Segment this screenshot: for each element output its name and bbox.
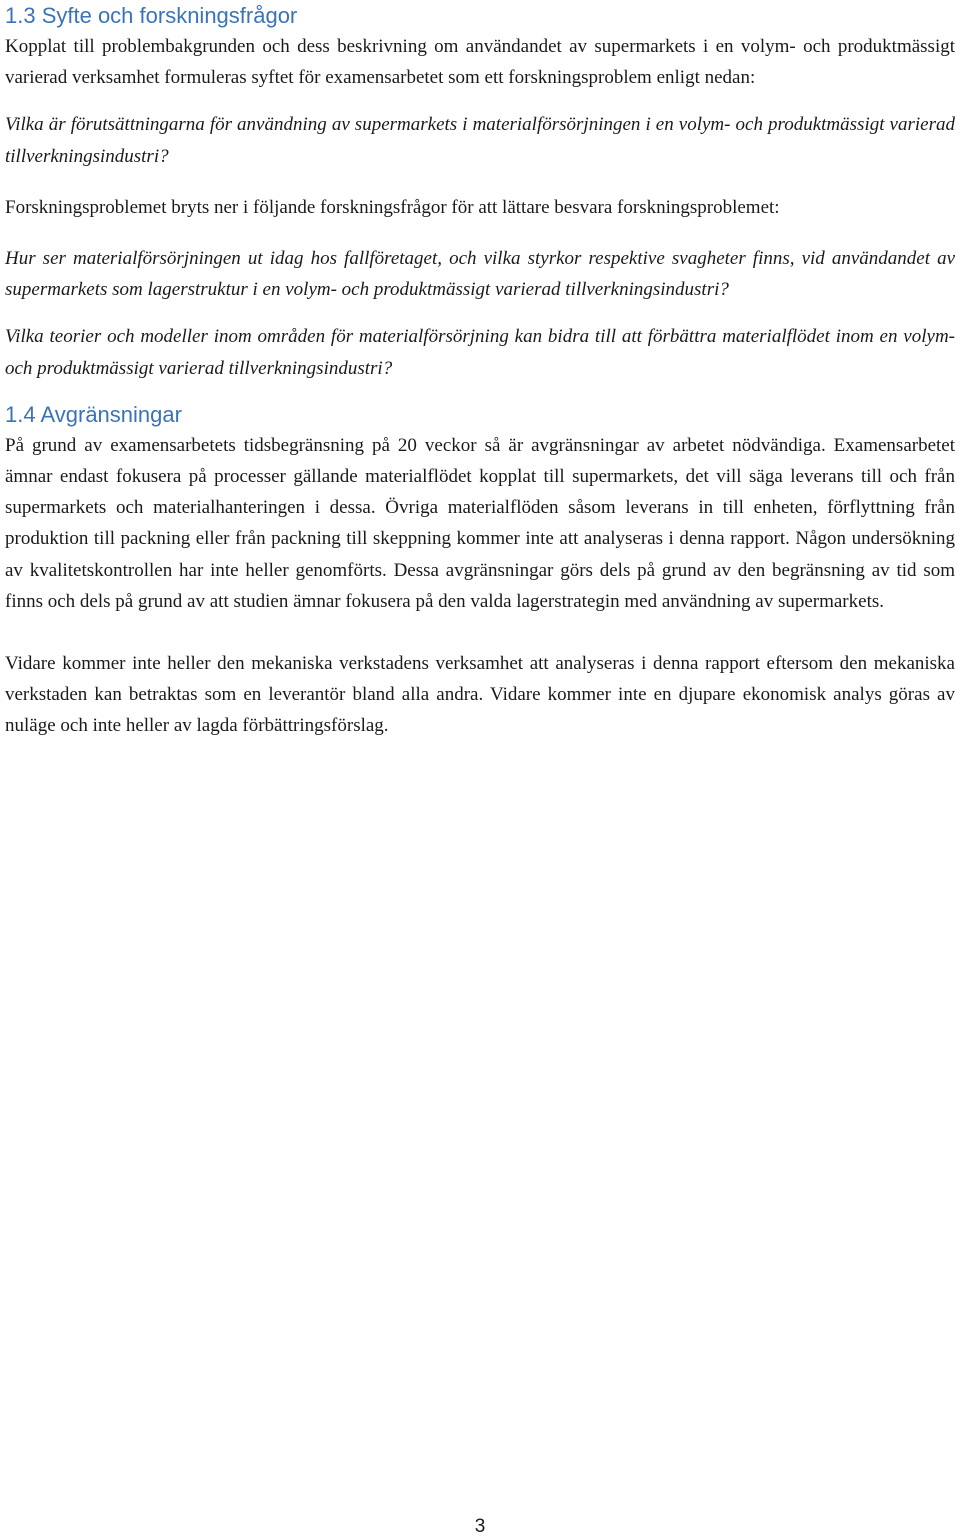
limitations-paragraph-1: På grund av examensarbetets tidsbegränsning på 20 veckor så är avgränsningar av arbetet nödvändiga. Examensarbetet ämnar endast fokusera på processer gällande materialflödet kopplat till supermarkets, det vill säga leverans till och från supermarkets och materialhanteringen i dessa. Övriga materialflöden såsom leverans in till enheten, förflyttning från produktion till packning eller från packning till skeppning kommer inte att analyseras i denna rapport. Någon undersökning av kvalitetskontrollen har inte heller genomförts. Dessa avgränsningar görs dels på grund av den begränsning av tid som finns och dels på grund av att studien ämnar fokusera på den valda lagerstrategin med användning av supermarkets. [5,434,955,612]
limitations-paragraph-2: Vidare kommer inte heller den mekaniska verkstadens verksamhet att analyseras i denna rapport eftersom den mekaniska verkstaden kan betraktas som en leverantör bland alla andra. Vidare kommer inte en djupare ekonomisk analys göras av nuläge och inte heller av lagda förbättringsförslag. [5,653,955,737]
intro-paragraph: Kopplat till problembakgrunden och dess beskrivning om användandet av supermarkets i en volym- och produktmässigt varierad verksamhet formuleras syftet för examensarbetet som ett forskningsproblem enligt nedan: [5,36,955,89]
section-heading-1-4: 1.4 Avgränsningar [5,401,182,427]
page-number: 3 [474,1516,486,1537]
breakdown-paragraph: Forskningsproblemet bryts ner i följande forskningsfrågor för att lättare besvara forskningsproblemet: [5,196,780,218]
research-problem: Vilka är förutsättningarna för användning av supermarkets i materialförsörjningen i en volym- och produktmässigt varierad tillverkningsindustri? [5,114,955,167]
research-question-2: Vilka teorier och modeller inom områden för materialförsörjning kan bidra till att förbättra materialflödet inom en volym- och produktmässigt varierad tillverkningsindustri? [5,326,955,379]
research-question-1: Hur ser materialförsörjningen ut idag hos fallföretaget, och vilka styrkor respektive svagheter finns, vid användandet av supermarkets som lagerstruktur i en volym- och produktmässigt varierad tillverkningsindustri? [5,248,955,301]
document-page [5,0,955,742]
section-heading-1-3: 1.3 Syfte och forskningsfrågor [5,3,298,28]
